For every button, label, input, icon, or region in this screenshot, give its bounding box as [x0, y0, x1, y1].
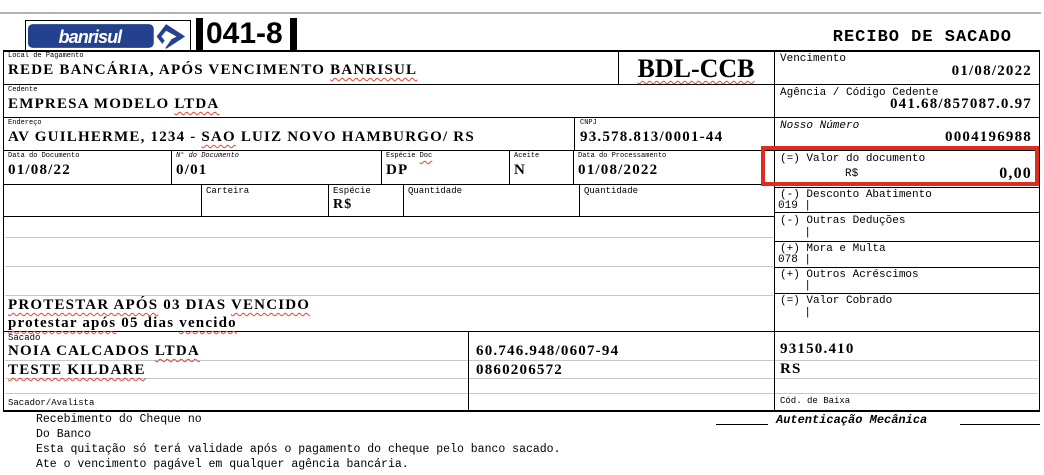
- numero-documento-value: 0/01: [176, 162, 208, 178]
- vencimento-label: Vencimento: [780, 53, 847, 65]
- header-bar-right: [290, 18, 297, 52]
- data-processamento-label: Data do Processamento: [578, 152, 667, 160]
- aceite-label: Aceite: [514, 152, 540, 160]
- cnpj-label: CNPJ: [580, 119, 597, 127]
- sacador-avalista-label: Sacador/Avalista: [8, 398, 95, 408]
- header-bar-left: [196, 18, 203, 52]
- data-processamento-value: 01/08/2022: [578, 162, 659, 178]
- cod-baixa-label: Cód. de Baixa: [780, 396, 851, 406]
- valor-documento-label: (=) Valor do documento: [780, 153, 926, 165]
- doc-type-value: BDL-CCB: [637, 54, 755, 83]
- aceite-value: N: [514, 162, 527, 178]
- valor-cobrado-value: |: [778, 307, 812, 319]
- quantidade-2-label: Quantidade: [584, 186, 639, 196]
- footer-line-2: Do Banco: [36, 428, 92, 441]
- footer-line-1: Recebimento do Cheque no: [36, 413, 202, 426]
- autenticacao-line-left: [716, 424, 768, 425]
- mora-multa-value: 078 |: [778, 254, 812, 266]
- valor-cobrado-label: (=) Valor Cobrado: [780, 295, 893, 307]
- carteira-label: Carteira: [206, 186, 250, 196]
- acrescimos-label: (+) Outros Acréscimos: [780, 269, 919, 281]
- deducoes-label: (-) Outras Deduções: [780, 215, 906, 227]
- nosso-numero-label: Nosso Número: [780, 120, 860, 132]
- especie-doc-label: Espécie Doc: [386, 152, 433, 160]
- especie-value: R$: [333, 197, 353, 212]
- cedente-value: EMPRESA MODELO LTDA: [8, 96, 220, 112]
- sacado-label: Sacado: [8, 333, 41, 343]
- footer-line-4: Ate o vencimento pagável em qualquer agência bancária.: [36, 458, 409, 471]
- cell-empty: [3, 184, 202, 217]
- sacado-cep: 93150.410: [780, 341, 855, 357]
- sacado-name-2: TESTE KILDARE: [8, 362, 146, 378]
- mora-multa-label: (+) Mora e Multa: [780, 243, 886, 255]
- instruction-line-2: protestar após 05 dias vencido: [8, 315, 237, 331]
- especie-label: Espécie: [333, 186, 371, 196]
- desconto-label: (-) Desconto Abatimento: [780, 189, 932, 201]
- valor-documento-highlight-box: [761, 146, 1039, 186]
- bank-code: 041-8: [206, 17, 283, 50]
- banrisul-logo-text: banrisul: [58, 27, 122, 48]
- footer-line-3: Esta quitação só terá validade após o pagamento do cheque pelo banco sacado.: [36, 443, 561, 456]
- numero-documento-label: N° do Documento: [176, 152, 240, 160]
- cedente-label: Cedente: [8, 86, 38, 94]
- sacado-codigo: 0860206572: [476, 362, 563, 378]
- nosso-numero-value: 0004196988: [945, 129, 1032, 145]
- data-documento-value: 01/08/22: [8, 162, 71, 178]
- local-pagamento-value: REDE BANCÁRIA, APÓS VENCIMENTO BANRISUL: [8, 62, 418, 78]
- instruction-line-1: PROTESTAR APÓS 03 DIAS VENCIDO: [8, 297, 311, 313]
- especie-doc-value: DP: [386, 162, 409, 178]
- local-pagamento-label: Local de Pagamento: [8, 52, 84, 60]
- sacado-uf: RS: [780, 361, 802, 377]
- sacado-cnpj: 60.746.948/0607-94: [476, 343, 620, 359]
- top-rule: [0, 12, 1041, 14]
- valor-documento-value: 0,00: [999, 165, 1032, 182]
- cnpj-value: 93.578.813/0001-44: [580, 129, 724, 145]
- acrescimos-value: |: [778, 280, 812, 292]
- autenticacao-line-right: [960, 424, 1040, 425]
- quantidade-1-label: Quantidade: [408, 186, 463, 196]
- receipt-title: RECIBO DE SACADO: [832, 28, 1012, 47]
- endereco-label: Endereço: [8, 119, 42, 127]
- agencia-label: Agência / Código Cedente: [780, 87, 939, 99]
- bank-logo-box: [25, 20, 191, 52]
- agencia-value: 041.68/857087.0.97: [889, 96, 1032, 112]
- desconto-value: 019 |: [778, 200, 812, 212]
- vencimento-value: 01/08/2022: [951, 63, 1032, 79]
- deducoes-value: |: [778, 227, 812, 239]
- sacado-name-1: NOIA CALCADOS LTDA: [8, 343, 200, 359]
- endereco-value: AV GUILHERME, 1234 - SAO LUIZ NOVO HAMBURGO/ RS: [8, 129, 475, 145]
- data-documento-label: Data do Documento: [8, 152, 80, 160]
- banrisul-logo-icon: [27, 22, 189, 51]
- autenticacao-label: Autenticação Mecânica: [776, 413, 928, 427]
- valor-documento-currency: R$: [845, 168, 859, 180]
